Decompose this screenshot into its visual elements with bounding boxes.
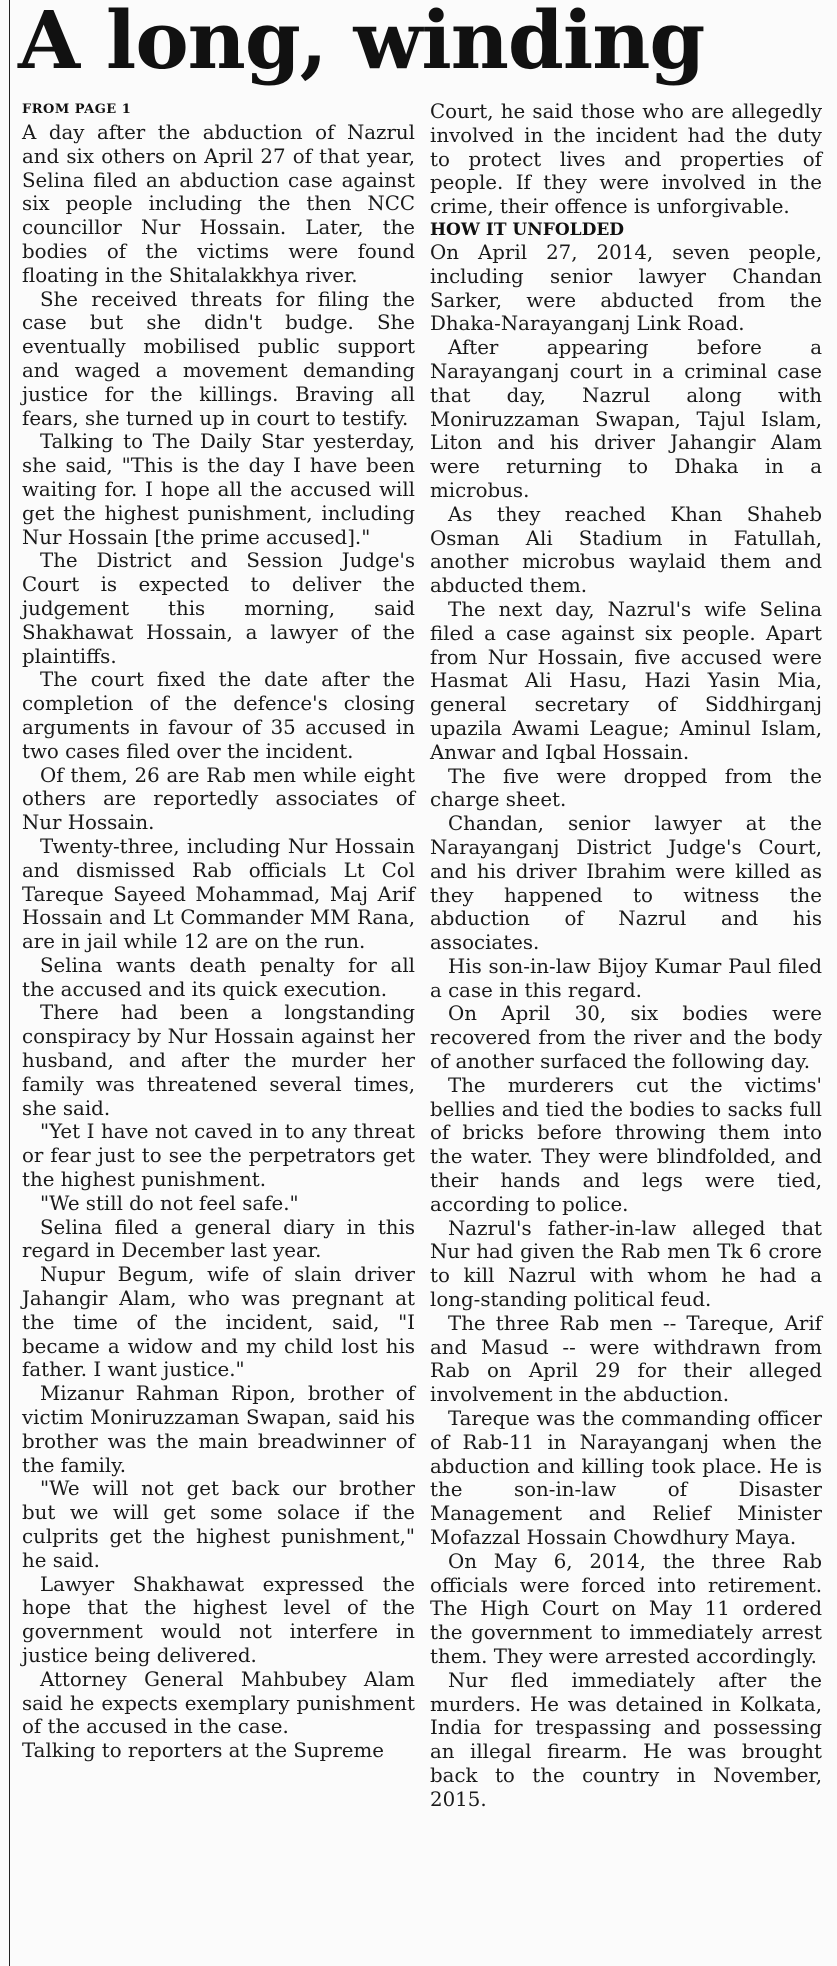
paragraph: "Yet I have not caved in to any threat or fear just to see the perpetrators get the highest punishment.	[22, 1120, 415, 1192]
paragraph: On April 27, 2014, seven people, including senior lawyer Chandan Sarker, were abducted from the Dhaka-Narayanganj Link Road.	[430, 240, 822, 336]
paragraph: Twenty-three, including Nur Hossain and dismissed Rab officials Lt Col Tareque Sayeed Mohammad, Maj Arif Hossain and Lt Commander MM Rana, are in jail while 12 are on the run.	[22, 834, 415, 954]
paragraph: Tareque was the commanding officer of Rab-11 in Narayanganj when the abduction and killing took place. He is the son-in-law of Disaster Management and Relief Minister Mofazzal Hossain Chowdhury Maya.	[430, 1407, 822, 1550]
paragraph: The District and Session Judge's Court is expected to deliver the judgement this morning, said Shakhawat Hossain, a lawyer of the plaintiffs.	[22, 549, 415, 668]
paragraph: Nupur Begum, wife of slain driver Jahangir Alam, who was pregnant at the time of the incident, said, "I became a widow and my child lost his father. I want justice."	[22, 1263, 415, 1382]
paragraph: Talking to reporters at the Supreme	[22, 1739, 384, 1763]
paragraph: The next day, Nazrul's wife Selina filed a case against six people. Apart from Nur Hossain, five accused were Hasmat Ali Hasu, Hazi Yasin Mia, general secretary of Siddhirganj upazila Awami League; Aminul Islam, Anwar and Iqbal Hossain.	[430, 597, 822, 764]
headline: A long, winding	[18, 0, 705, 87]
paragraph: Chandan, senior lawyer at the Narayanganj District Judge's Court, and his driver Ibrahim were killed as they happened to witness the abduction of Nazrul and his associates.	[430, 812, 822, 955]
paragraph: The court fixed the date after the completion of the defence's closing arguments in favour of 35 accused in two cases filed over the incident.	[22, 668, 415, 763]
paragraph: Selina filed a general diary in this regard in December last year.	[22, 1215, 415, 1263]
subhead: HOW IT UNFOLDED	[430, 219, 625, 240]
paragraph: Mizanur Rahman Ripon, brother of victim Moniruzzaman Swapan, said his brother was the main breadwinner of the family.	[22, 1382, 415, 1477]
paragraph: There had been a longstanding conspiracy by Nur Hossain against her husband, and after the murder her family was threatened several times, she said.	[22, 1001, 415, 1120]
paragraph: Court, he said those who are allegedly involved in the incident had the duty to protect lives and properties of people. If they were involved in the crime, their offence is unforgivable.	[430, 100, 822, 219]
paragraph: The five were dropped from the charge sheet.	[430, 764, 822, 812]
paragraph: On April 30, six bodies were recovered from the river and the body of another surfaced the following day.	[430, 1002, 822, 1074]
paragraph: A day after the abduction of Nazrul and six others on April 27 of that year, Selina filed an abduction case against six people including the then NCC councillor Nur Hossain. Later, the bodies of the victims were found floating in the Shitalakkhya river.	[22, 121, 415, 287]
paragraph: On May 6, 2014, the three Rab officials were forced into retirement. The High Court on May 11 ordered the government to immediately arrest them. They were arrested accordingly.	[430, 1549, 822, 1668]
paragraph: His son-in-law Bijoy Kumar Paul filed a case in this regard.	[430, 954, 822, 1002]
paragraph: "We will not get back our brother but we will get some solace if the culprits get the highest punishment," he said.	[22, 1477, 415, 1572]
paragraph: Lawyer Shakhawat expressed the hope that the highest level of the government would not interfere in justice being delivered.	[22, 1572, 415, 1667]
paragraph: Selina wants death penalty for all the accused and its quick execution.	[22, 953, 415, 1001]
paragraph: After appearing before a Narayanganj court in a criminal case that day, Nazrul along with Moniruzzaman Swapan, Tajul Islam, Liton and his driver Jahangir Alam were returning to Dhaka in a microbus.	[430, 336, 822, 502]
paragraph: Attorney General Mahbubey Alam said he expects exemplary punishment of the accused in the case.	[22, 1667, 415, 1739]
paragraph: Talking to The Daily Star yesterday, she said, "This is the day I have been waiting for. I hope all the accused will get the highest punishment, including Nur Hossain [the prime accused]."	[22, 430, 415, 549]
left-column	[22, 100, 415, 1763]
paragraph: As they reached Khan Shaheb Osman Ali Stadium in Fatullah, another microbus waylaid them and abducted them.	[430, 502, 822, 598]
paragraph: "We still do not feel safe."	[40, 1191, 299, 1215]
paragraph: The murderers cut the victims' bellies and tied the bodies to sacks full of bricks before throwing them into the water. They were blindfolded, and their hands and legs were tied, according to police.	[430, 1073, 822, 1216]
right-column	[430, 100, 822, 1812]
kicker: FROM PAGE 1	[22, 102, 132, 117]
paragraph: Nazrul's father-in-law alleged that Nur had given the Rab men Tk 6 crore to kill Nazrul with whom he had a long-standing political feud.	[430, 1216, 822, 1312]
column-rule	[9, 0, 10, 1966]
paragraph: Of them, 26 are Rab men while eight others are reportedly associates of Nur Hossain.	[22, 763, 415, 835]
paragraph: Nur fled immediately after the murders. He was detained in Kolkata, India for trespassing and possessing an illegal firearm. He was brought back to the country in November, 2015.	[430, 1668, 822, 1811]
paragraph: The three Rab men -- Tareque, Arif and Masud -- were withdrawn from Rab on April 29 for their alleged involvement in the abduction.	[430, 1311, 822, 1407]
paragraph: She received threats for filing the case but she didn't budge. She eventually mobilised public support and waged a movement demanding justice for the killings. Braving all fears, she turned up in court to testify.	[22, 287, 415, 430]
